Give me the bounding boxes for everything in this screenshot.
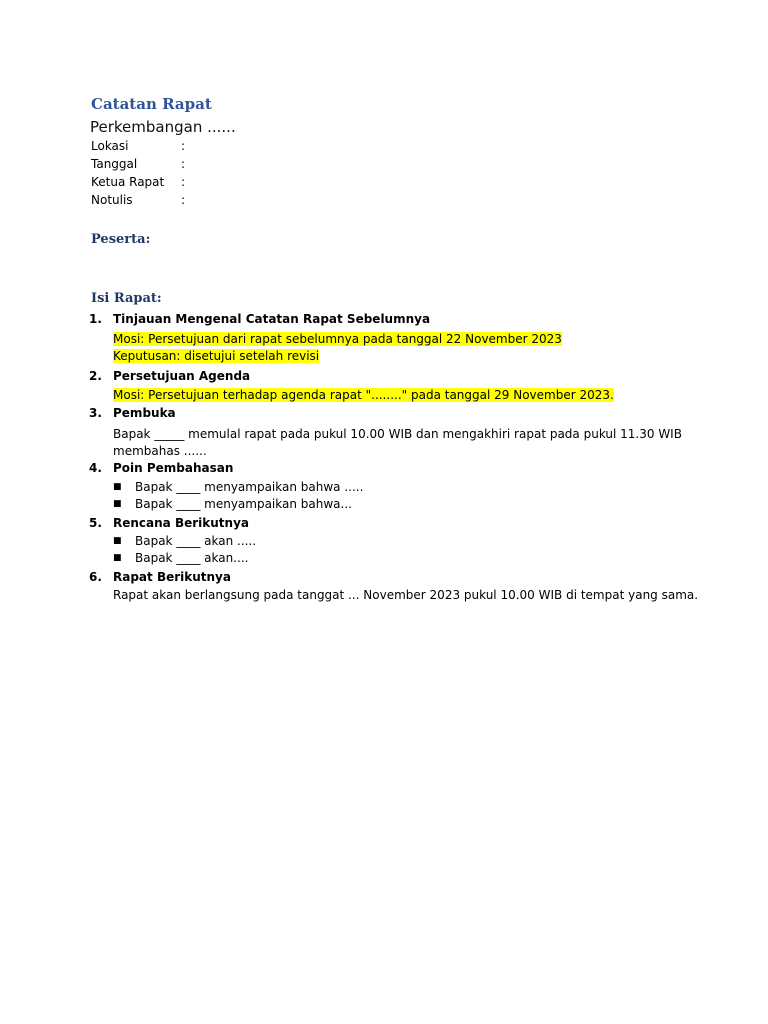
- bullet-icon: ■: [113, 482, 122, 492]
- item-title: Rapat Berikutnya: [113, 570, 231, 584]
- bullet-icon: ■: [113, 499, 122, 509]
- document-subtitle: Perkembangan ......: [90, 118, 236, 136]
- meta-key: Tanggal: [91, 157, 138, 171]
- meta-row-notulis: [91, 193, 185, 207]
- item-number: 1.: [89, 312, 102, 326]
- item-title: Pembuka: [113, 406, 176, 420]
- meta-separator: :: [181, 193, 186, 207]
- item-number: 2.: [89, 369, 102, 383]
- item-title: Rencana Berikutnya: [113, 516, 249, 530]
- bullet-item: Bapak ____ akan....: [135, 551, 249, 565]
- item-line-highlighted: Keputusan: disetujui setelah revisi: [113, 349, 320, 363]
- meta-separator: :: [181, 157, 186, 171]
- item-number: 3.: [89, 406, 102, 420]
- bullet-icon: ■: [113, 536, 122, 546]
- isi-rapat-heading: Isi Rapat:: [91, 291, 162, 306]
- item-title: Tinjauan Mengenal Catatan Rapat Sebelumnya: [113, 312, 431, 326]
- item-line: Bapak _____ memulal rapat pada pukul 10.00 WIB dan mengakhiri rapat pada pukul 11.30 WIB: [113, 427, 682, 441]
- item-line: Rapat akan berlangsung pada tanggat ... November 2023 pukul 10.00 WIB di tempat yang sama.: [113, 588, 699, 602]
- meta-row-tanggal: [91, 157, 185, 171]
- peserta-heading: Peserta:: [91, 232, 151, 247]
- item-number: 5.: [89, 516, 102, 530]
- bullet-item: Bapak ____ akan .....: [135, 534, 257, 548]
- meta-row-lokasi: [91, 139, 185, 153]
- item-line: membahas ......: [113, 444, 207, 458]
- meta-key: Lokasi: [91, 139, 129, 153]
- item-number: 6.: [89, 570, 102, 584]
- item-number: 4.: [89, 461, 102, 475]
- item-line-highlighted: Mosi: Persetujuan dari rapat sebelumnya pada tanggal 22 November 2023: [113, 332, 562, 346]
- meta-key: Ketua Rapat: [91, 175, 165, 189]
- meta-separator: :: [181, 175, 186, 189]
- item-line-highlighted: Mosi: Persetujuan terhadap agenda rapat "........" pada tanggal 29 November 2023.: [113, 388, 614, 402]
- bullet-item: Bapak ____ menyampaikan bahwa...: [135, 497, 352, 511]
- item-title: Poin Pembahasan: [113, 461, 234, 475]
- meta-separator: :: [181, 139, 186, 153]
- document-title: Catatan Rapat: [91, 95, 212, 113]
- item-title: Persetujuan Agenda: [113, 369, 251, 383]
- bullet-item: Bapak ____ menyampaikan bahwa .....: [135, 480, 364, 494]
- meta-row-ketua-rapat: [91, 175, 185, 189]
- meta-key: Notulis: [91, 193, 133, 207]
- bullet-icon: ■: [113, 553, 122, 563]
